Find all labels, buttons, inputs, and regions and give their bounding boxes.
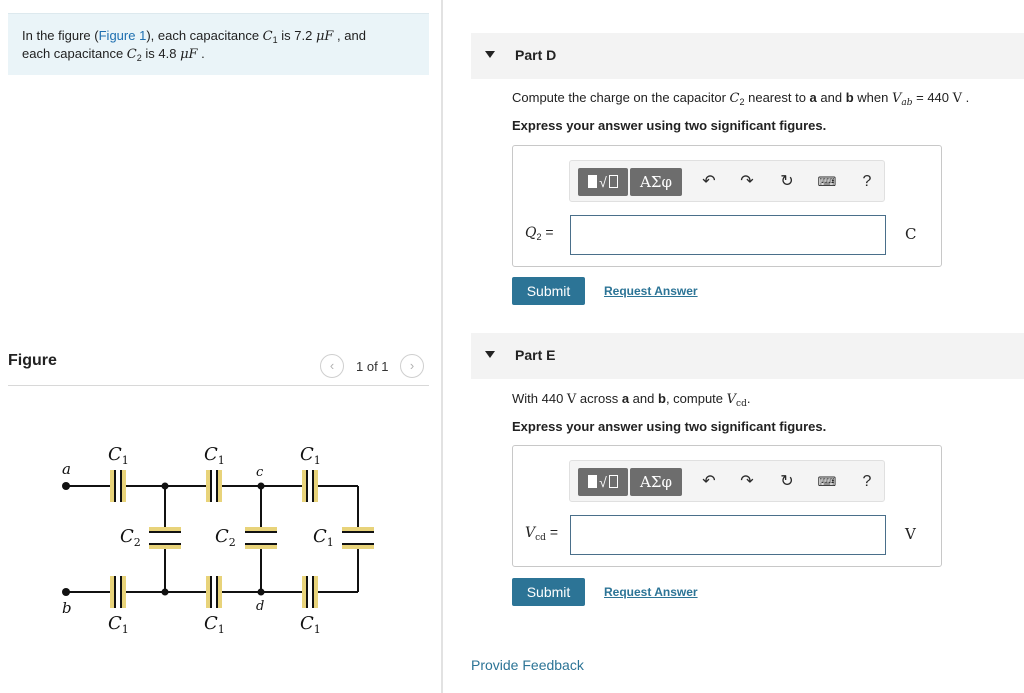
part-d-question: Compute the charge on the capacitor $C_2$ nearest to a and b when $V_{ab} = 440$ V . <box>512 90 970 108</box>
collapse-triangle-icon[interactable] <box>485 351 495 358</box>
capacitor-bottom-1 <box>110 576 126 608</box>
capacitor-top-2 <box>206 470 222 502</box>
help-button[interactable]: ? <box>862 473 872 490</box>
chevron-right-icon: › <box>409 358 415 373</box>
templates-button[interactable]: √ <box>578 468 628 496</box>
part-d-variable-label: $Q_2$ = <box>525 224 554 242</box>
cap-label-vertical-1: $C_2$ <box>120 526 141 549</box>
part-d-instruction: Express your answer using two significant figures. <box>512 118 827 133</box>
figure-pager: 1 of 1 <box>356 359 389 374</box>
figure-link[interactable]: Figure 1 <box>98 28 147 43</box>
problem-line-2: each capacitance $C_2$ is 4.8 μF . <box>22 46 205 63</box>
part-d-submit-button[interactable]: Submit <box>512 277 585 305</box>
templates-button[interactable]: √ <box>578 168 628 196</box>
capacitor-vertical-2 <box>245 527 277 549</box>
part-e-question: With 440 V across a and b, compute $V_{cd}$. <box>512 391 751 409</box>
node-label-c: c <box>256 465 264 480</box>
part-e-title: Part E <box>515 347 556 363</box>
capacitor-bottom-2 <box>206 576 222 608</box>
part-d-answer-input[interactable] <box>570 215 886 255</box>
figure-title: Figure <box>8 352 57 369</box>
capacitor-vertical-3 <box>342 527 374 549</box>
cap-label-top-2: $C_1$ <box>204 444 225 467</box>
node-label-a: a <box>62 460 71 478</box>
reset-icon[interactable]: ↻ <box>780 473 794 490</box>
provide-feedback-link[interactable]: Provide Feedback <box>471 657 584 673</box>
node-label-d: d <box>256 599 265 614</box>
part-e-math-toolbar <box>569 460 885 502</box>
part-d-request-answer-link[interactable]: Request Answer <box>604 284 698 298</box>
cap-label-bottom-2: $C_1$ <box>204 613 225 636</box>
part-e-variable-label: $V_{cd}$ = <box>525 524 559 543</box>
left-panel <box>0 0 440 693</box>
part-e-request-answer-link[interactable]: Request Answer <box>604 585 698 599</box>
chevron-left-icon: ‹ <box>329 358 335 373</box>
part-d-unit: C <box>905 225 917 243</box>
cap-label-top-1: $C_1$ <box>108 444 129 467</box>
capacitor-circuit-diagram <box>48 440 388 650</box>
part-e-submit-button[interactable]: Submit <box>512 578 585 606</box>
cap-label-bottom-3: $C_1$ <box>300 613 321 636</box>
undo-icon[interactable]: ↶ <box>702 173 716 190</box>
greek-symbols-button[interactable]: ΑΣφ <box>630 468 682 496</box>
reset-icon[interactable]: ↻ <box>780 173 794 190</box>
capacitor-vertical-1 <box>149 527 181 549</box>
capacitor-bottom-3 <box>302 576 318 608</box>
cap-label-vertical-3: $C_1$ <box>313 526 334 549</box>
capacitor-top-3 <box>302 470 318 502</box>
keyboard-icon[interactable]: ⌨ <box>817 174 837 189</box>
node-label-b: b <box>62 599 72 617</box>
part-e-unit: V <box>905 525 916 543</box>
figure-prev-button[interactable] <box>320 354 344 378</box>
greek-symbols-button[interactable]: ΑΣφ <box>630 168 682 196</box>
collapse-triangle-icon[interactable] <box>485 51 495 58</box>
undo-icon[interactable]: ↶ <box>702 473 716 490</box>
figure-header <box>8 350 429 386</box>
cap-label-top-3: $C_1$ <box>300 444 321 467</box>
figure-next-button[interactable] <box>400 354 424 378</box>
part-e-answer-input[interactable] <box>570 515 886 555</box>
part-d-header[interactable] <box>471 33 1024 79</box>
help-button[interactable]: ? <box>862 173 872 190</box>
part-d-title: Part D <box>515 47 557 63</box>
redo-icon[interactable]: ↷ <box>740 473 754 490</box>
right-panel <box>443 0 1024 693</box>
problem-line-1: In the figure (Figure 1), each capacitance $C_1$ is 7.2 μF , and <box>22 28 366 45</box>
cap-label-vertical-2: $C_2$ <box>215 526 236 549</box>
redo-icon[interactable]: ↷ <box>740 173 754 190</box>
part-e-header[interactable] <box>471 333 1024 379</box>
part-e-answer-box <box>512 445 942 567</box>
capacitor-top-1 <box>110 470 126 502</box>
part-d-answer-box <box>512 145 942 267</box>
problem-statement <box>8 13 429 75</box>
part-d-math-toolbar <box>569 160 885 202</box>
cap-label-bottom-1: $C_1$ <box>108 613 129 636</box>
part-e-instruction: Express your answer using two significant figures. <box>512 419 827 434</box>
keyboard-icon[interactable]: ⌨ <box>817 474 837 489</box>
